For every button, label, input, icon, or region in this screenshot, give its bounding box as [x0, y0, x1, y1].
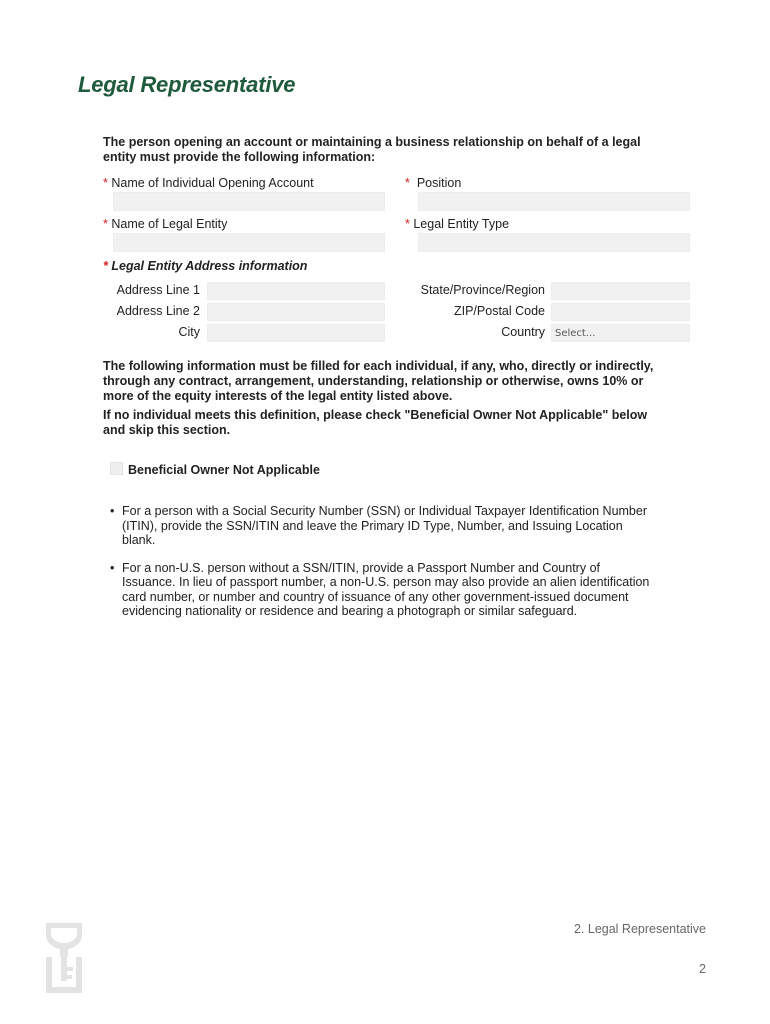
position-input[interactable] [418, 192, 690, 211]
footer-section-label: 2. Legal Representative [573, 922, 706, 936]
beneficial-owner-instruction: If no individual meets this definition, please check "Beneficial Owner Not Applicable" below and skip this section. [103, 408, 648, 437]
beneficial-owner-na-checkbox[interactable] [110, 462, 123, 475]
required-mark: * [103, 259, 108, 273]
list-item: • For a non-U.S. person without a SSN/ITIN, provide a Passport Number and Country of Issuance. In lieu of passport number, a non-U.S. person may also provide an alien identification card number, or number and country of issuance of any other government-issued document evidencing nationality or residence and bearing a photograph or similar safeguard. [110, 560, 650, 618]
legal-entity-type-label: * Legal Entity Type [405, 217, 510, 231]
beneficial-owner-description: The following information must be filled for each individual, if any, who, directly or indirectly, through any contract, arrangement, understanding, relationship or otherwise, owns 10% or more of the equity interests of the legal entity listed above. [103, 359, 654, 403]
list-item: • For a person with a Social Security Number (SSN) or Individual Taxpayer Identification Number (ITIN), provide the SSN/ITIN and leave the Primary ID Type, Number, and Issuing Location blank. [110, 504, 647, 547]
page-title: Legal Representative [78, 72, 296, 97]
address-heading: * Legal Entity Address information [103, 259, 308, 273]
beneficial-owner-na-label: Beneficial Owner Not Applicable [128, 463, 320, 477]
country-select[interactable] [551, 324, 690, 342]
id-instructions-list [110, 504, 655, 632]
bullet-icon: • [110, 560, 115, 575]
required-mark: * [103, 176, 108, 190]
required-mark: * [405, 176, 410, 190]
zip-input[interactable] [551, 303, 690, 321]
page-number: 2 [699, 962, 706, 976]
legal-entity-type-input[interactable] [418, 233, 690, 252]
address-line2-label: Address Line 2 [116, 304, 200, 318]
zip-label: ZIP/Postal Code [453, 304, 545, 318]
country-select-value: Select... [555, 328, 596, 339]
intro-text: The person opening an account or maintaining a business relationship on behalf of a legal entity must provide the following information: [103, 135, 641, 164]
state-label: State/Province/Region [420, 283, 545, 297]
position-label: * Position [405, 176, 462, 190]
legal-entity-name-input[interactable] [113, 233, 385, 252]
required-mark: * [103, 217, 108, 231]
legal-entity-name-label: * Name of Legal Entity [103, 217, 228, 231]
address-line1-label: Address Line 1 [116, 283, 200, 297]
required-mark: * [405, 217, 410, 231]
address-line1-input[interactable] [207, 282, 385, 300]
city-label: City [178, 325, 200, 339]
state-input[interactable] [551, 282, 690, 300]
individual-name-label: * Name of Individual Opening Account [103, 176, 314, 190]
address-line2-input[interactable] [207, 303, 385, 321]
bullet-icon: • [110, 504, 115, 518]
key-logo-icon [44, 921, 84, 995]
country-label: Country [501, 325, 545, 339]
city-input[interactable] [207, 324, 385, 342]
individual-name-input[interactable] [113, 192, 385, 211]
